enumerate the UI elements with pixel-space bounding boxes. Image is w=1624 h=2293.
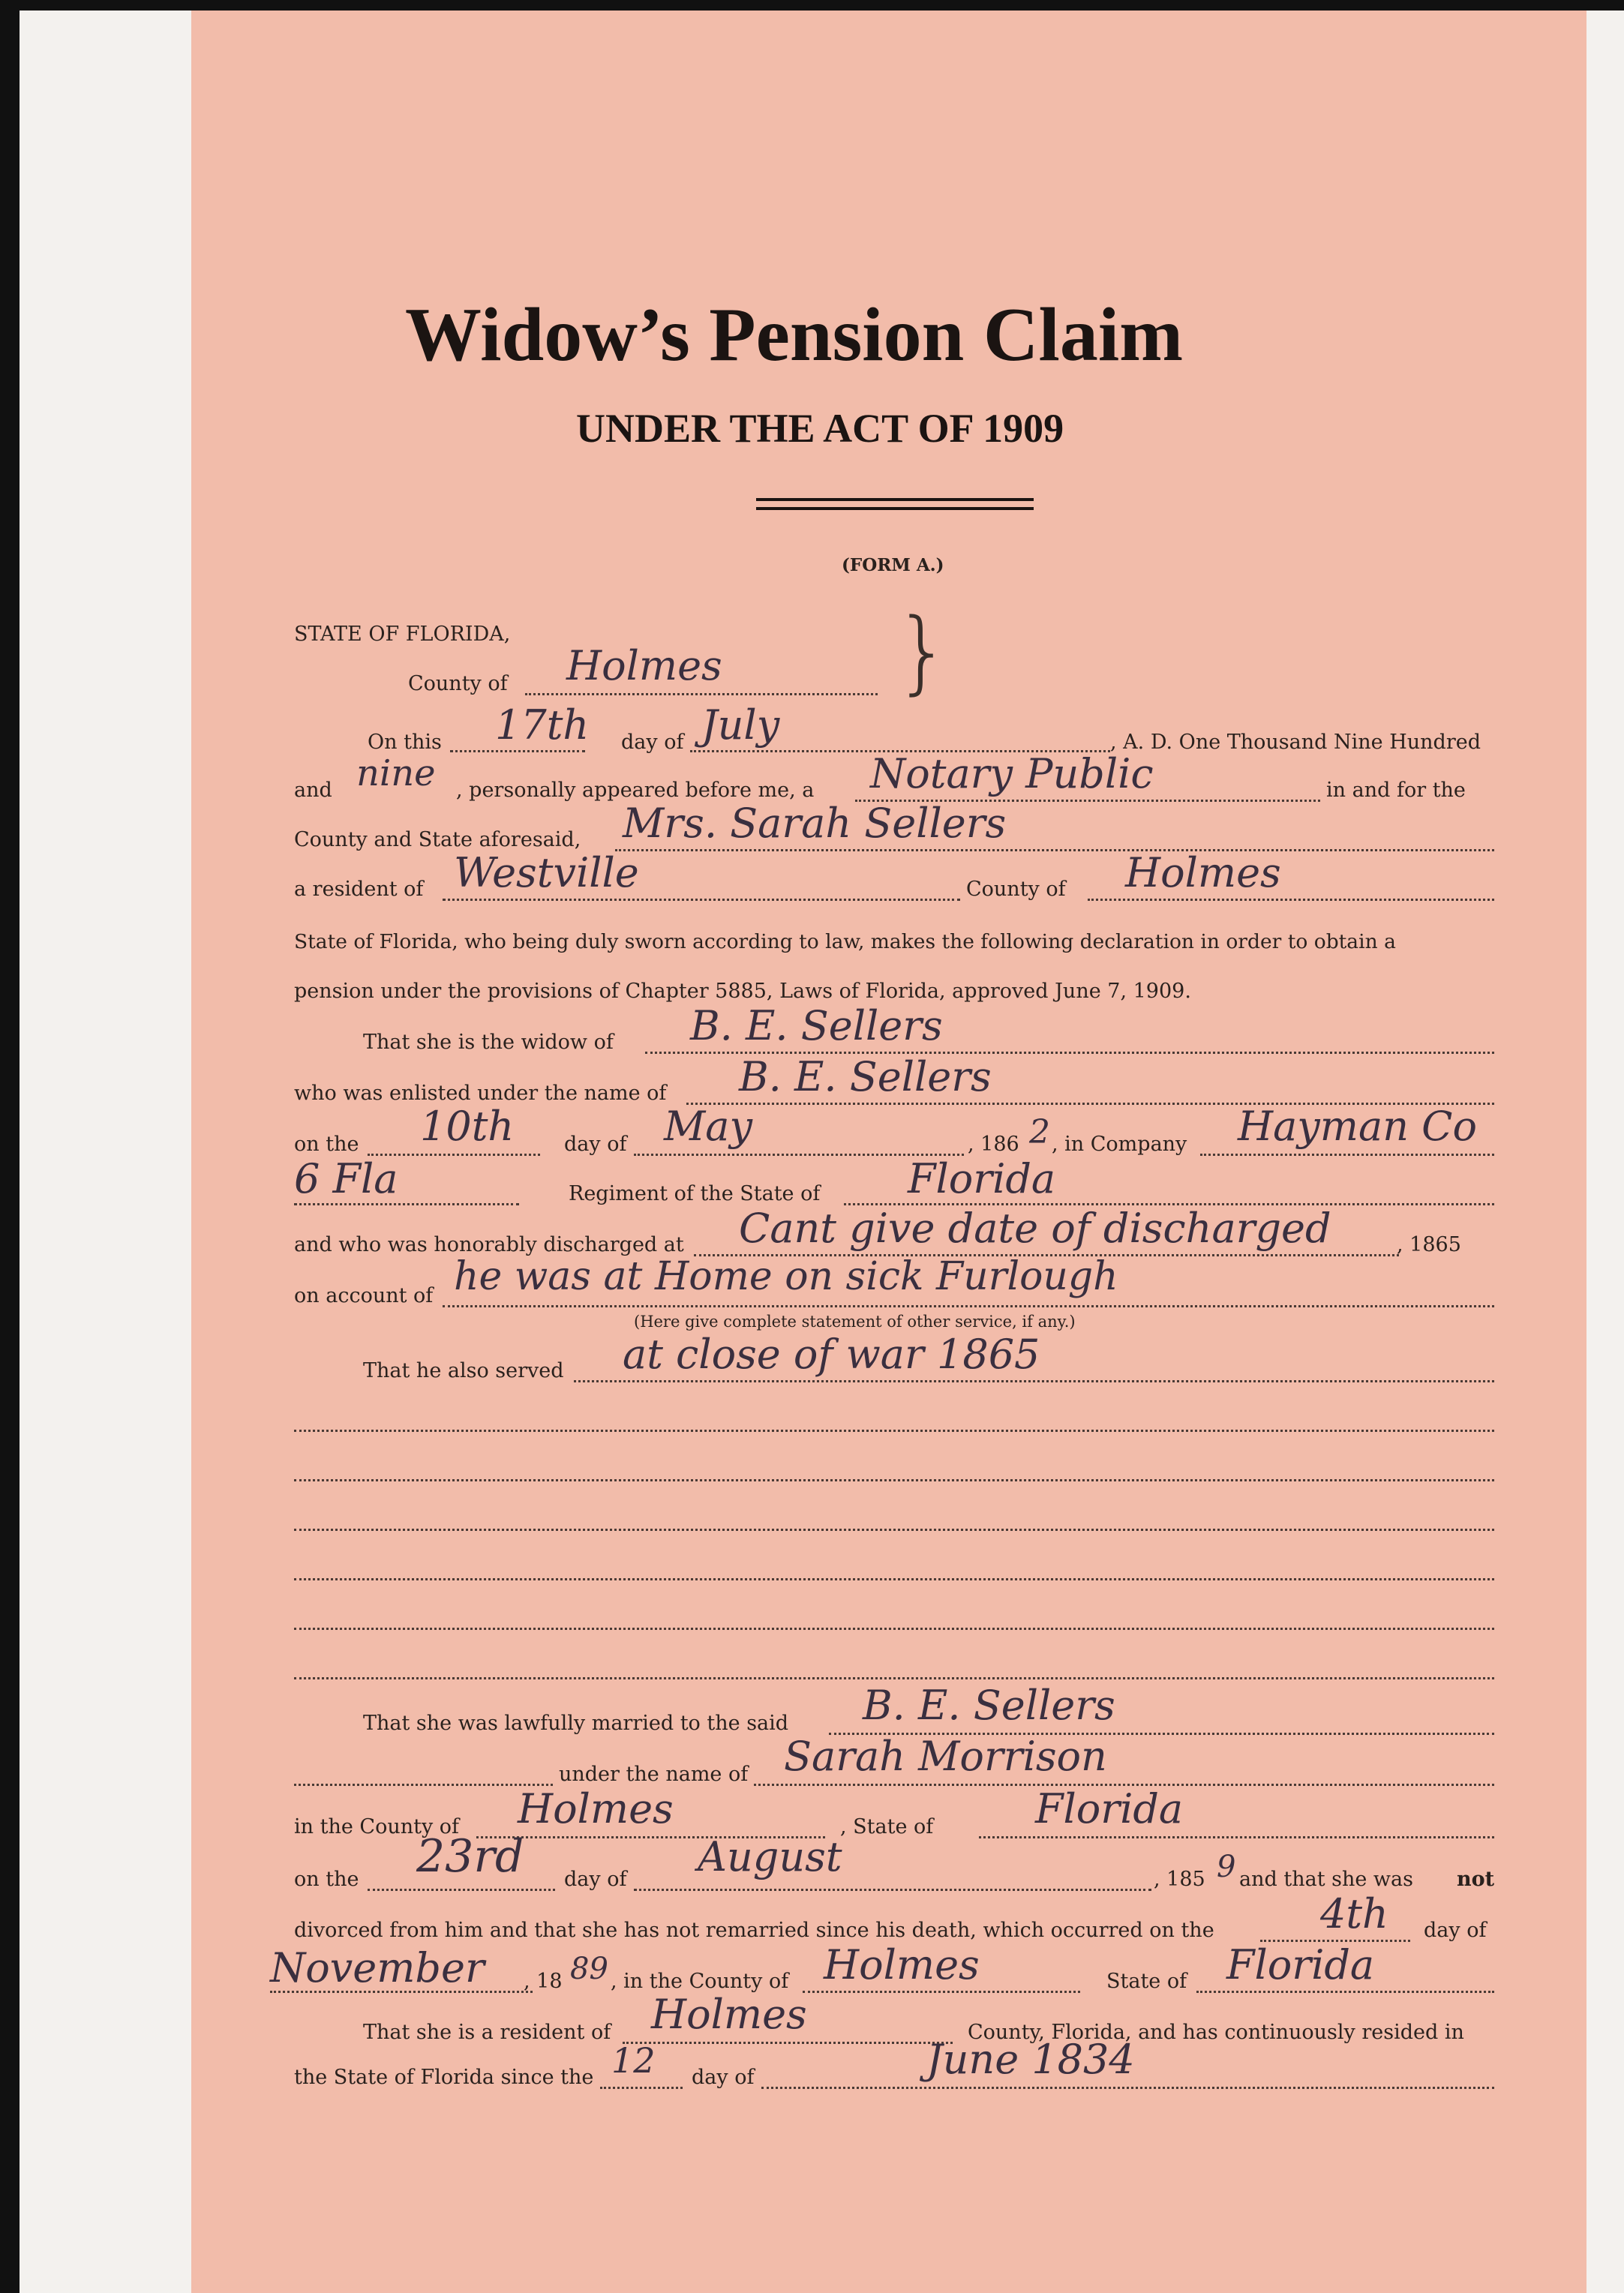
day-value: 17th	[495, 701, 590, 749]
death-county-line	[803, 1991, 1080, 1993]
claimant-value: Mrs. Sarah Sellers	[623, 800, 1007, 847]
death-day-value: 4th	[1320, 1890, 1388, 1937]
discharged-at-label: and who was honorably discharged at	[294, 1233, 684, 1256]
enlist-month-value: May	[664, 1103, 752, 1150]
since-month-line	[761, 2087, 1494, 2089]
divorced-text: divorced from him and that she has not remarried since his death, which occurred on the	[294, 1919, 1214, 1942]
regiment-value: 6 Fla	[294, 1155, 398, 1202]
in-and-for: in and for the	[1326, 779, 1466, 802]
year-1865-label: , 1865	[1397, 1233, 1461, 1256]
blank-line-5	[294, 1628, 1494, 1630]
not-divorced-label: and that she was	[1239, 1868, 1413, 1891]
day-of-label-3: day of	[564, 1868, 627, 1891]
since-month-year-value: June 1834	[926, 2036, 1135, 2083]
on-account-of-label: on account of	[294, 1284, 434, 1307]
death-year-digits: 89	[570, 1952, 608, 1986]
death-state-value: Florida	[1226, 1941, 1375, 1988]
county-florida-text: County, Florida, and has continuously resided in	[968, 2021, 1464, 2044]
state-since-label: the State of Florida since the	[294, 2066, 594, 2089]
title-rule-top	[756, 498, 1034, 501]
sworn-text: State of Florida, who being duly sworn according to law, makes the following declaration in order to obtain a	[294, 930, 1396, 953]
also-served-label: That he also served	[363, 1359, 564, 1382]
enlist-day-value: 10th	[420, 1103, 515, 1150]
maiden-name-value: Sarah Morrison	[784, 1733, 1107, 1780]
enlisted-name-value: B. E. Sellers	[739, 1053, 992, 1100]
discharge-reason-value: he was at Home on sick Furlough	[454, 1254, 1118, 1299]
residence-value: Westville	[454, 849, 639, 896]
married-husband-value: B. E. Sellers	[863, 1682, 1115, 1729]
year-186-label: , 186	[968, 1133, 1019, 1156]
married-state-value: Florida	[1035, 1785, 1184, 1832]
on-the-label: on the	[294, 1133, 359, 1156]
since-day-line	[600, 2087, 683, 2089]
also-served-value: at close of war 1865	[623, 1331, 1040, 1378]
form-subtitle: UNDER THE ACT OF 1909	[576, 406, 1064, 451]
state-of-label: , State of	[840, 1815, 934, 1838]
year-18-label: , 18	[524, 1970, 563, 1993]
blank-line-1	[294, 1430, 1494, 1432]
married-year-digit: 9	[1217, 1850, 1236, 1884]
blank-line-6	[294, 1677, 1494, 1679]
ad-text: , A. D. One Thousand Nine Hundred	[1110, 731, 1481, 754]
company-value: Hayman Co	[1238, 1103, 1477, 1150]
form-label: (FORM A.)	[842, 555, 944, 575]
county-value: Holmes	[566, 642, 722, 689]
reason-line	[443, 1305, 1494, 1307]
in-county-label-2: , in the County of	[611, 1970, 789, 1993]
regiment-label: Regiment of the State of	[569, 1182, 821, 1205]
day-of-label-5: day of	[692, 2066, 755, 2089]
year-185-label: , 185	[1154, 1868, 1205, 1891]
day-line	[450, 750, 585, 752]
resident-of-label: a resident of	[294, 878, 424, 901]
county-of-label-2: County of	[966, 878, 1066, 901]
on-the-label-2: on the	[294, 1868, 359, 1891]
month-value: July	[701, 701, 780, 749]
married-month-line	[634, 1889, 1151, 1891]
regiment-state-value: Florida	[908, 1155, 1056, 1202]
county-state-aforesaid: County and State aforesaid,	[294, 828, 581, 851]
personally-appeared: , personally appeared before me, a	[456, 779, 815, 802]
discharge-place-value: Cant give date of discharged	[739, 1205, 1331, 1252]
blank-line-3	[294, 1529, 1494, 1531]
married-state-line	[979, 1836, 1494, 1838]
state-header: STATE OF FLORIDA,	[294, 623, 511, 646]
county-label: County of	[408, 672, 508, 695]
state-of-label-2: State of	[1106, 1970, 1187, 1993]
married-day-value: 23rd	[416, 1830, 524, 1883]
header-brace: }	[894, 600, 952, 704]
here-give-note: (Here give complete statement of other service, if any.)	[634, 1313, 1076, 1331]
death-state-line	[1196, 1991, 1494, 1993]
enlist-year-digit: 2	[1029, 1113, 1050, 1151]
death-county-value: Holmes	[824, 1941, 980, 1988]
regiment-line	[294, 1203, 519, 1205]
death-month-line	[270, 1991, 533, 1993]
company-line	[1200, 1154, 1494, 1156]
husband-value: B. E. Sellers	[690, 1002, 943, 1049]
death-month-value: November	[270, 1944, 485, 1991]
officer-value: Notary Public	[870, 750, 1154, 797]
under-name-lead-line	[294, 1784, 553, 1786]
claimant-line	[615, 849, 1494, 851]
day-of-label-2: day of	[564, 1133, 627, 1156]
on-this-label: On this	[368, 731, 442, 754]
residence-county-line	[1088, 899, 1494, 901]
widow-of-label: That she is the widow of	[363, 1031, 614, 1054]
blank-line-4	[294, 1578, 1494, 1580]
residence-county-value: Holmes	[1125, 849, 1281, 896]
scan-top-border	[0, 0, 1624, 11]
enlisted-under-label: who was enlisted under the name of	[294, 1082, 667, 1105]
form-title: Widow’s Pension Claim	[405, 293, 1184, 377]
blank-line-2	[294, 1479, 1494, 1481]
and-label: and	[294, 779, 332, 802]
resident-of-label-2: That she is a resident of	[363, 2021, 611, 2044]
year-word-value: nine	[356, 752, 436, 794]
married-month-value: August	[698, 1833, 842, 1880]
current-county-line	[623, 2042, 953, 2044]
married-to-label: That she was lawfully married to the said	[363, 1712, 789, 1735]
current-county-value: Holmes	[651, 1991, 807, 2038]
in-county-label: in the County of	[294, 1815, 460, 1838]
also-served-line	[574, 1380, 1494, 1382]
scan-left-border	[0, 0, 20, 2293]
in-company-label: , in Company	[1052, 1133, 1187, 1156]
title-rule-bottom	[756, 507, 1034, 510]
residence-line	[443, 899, 960, 901]
county-line	[525, 693, 878, 695]
not-word: not	[1457, 1868, 1495, 1891]
since-day-value: 12	[611, 2040, 656, 2081]
pension-text: pension under the provisions of Chapter 5885, Laws of Florida, approved June 7, 1909.	[294, 980, 1191, 1003]
married-day-line	[368, 1889, 555, 1891]
day-of-label-4: day of	[1424, 1919, 1487, 1942]
under-name-label: under the name of	[559, 1763, 749, 1786]
day-of-label: day of	[621, 731, 684, 754]
married-county-value: Holmes	[518, 1785, 674, 1832]
